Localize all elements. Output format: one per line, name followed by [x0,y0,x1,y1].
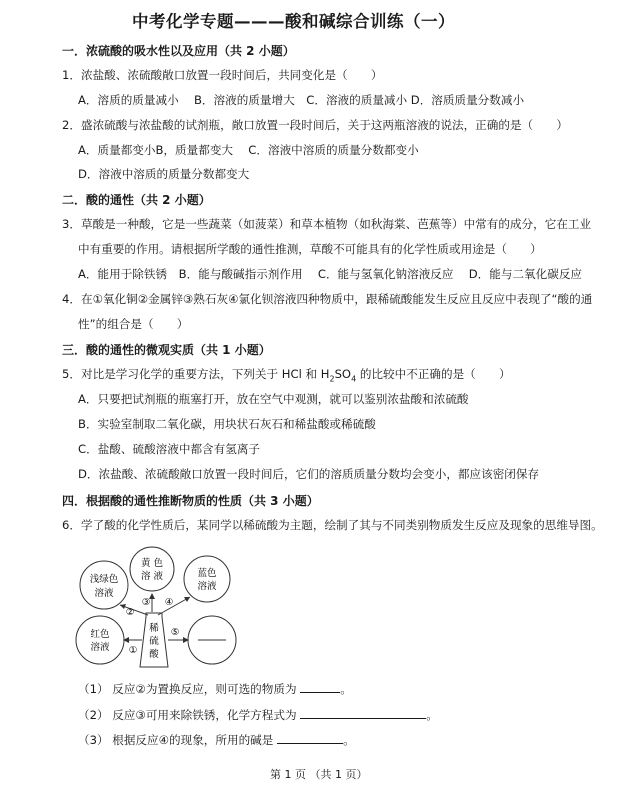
light-green-label-2: 溶液 [94,588,114,599]
reaction-number-5: ⑤ [170,627,180,638]
section-heading-1: 一．浓硫酸的吸水性以及应用（共 2 小题） [62,44,295,58]
q1-options: A．溶质的质量减小 B．溶液的质量增大 C．溶液的质量减小 D．溶质质量分数减小 [78,93,525,107]
red-solution-circle [76,616,124,664]
q5-option-b: B．实验室制取二氧化碳，用块状石灰石和稀盐酸或稀硫酸 [78,417,376,431]
q3-stem-line1: 3．草酸是一种酸，它是一些蔬菜（如菠菜）和草本植物（如秋海棠、芭蕉等）中常有的成分，它在工业 [62,217,592,231]
q3-options: A．能用于除铁锈 B．能与酸碱指示剂作用 C．能与氢氧化钠溶液反应 D．能与二氧化碳反应 [78,267,583,281]
acid-label-1: 稀 [149,623,159,634]
reaction-number-4: ④ [164,597,174,608]
page-footer: 第 1 页 （共 1 页） [270,768,368,781]
q6-sub2-blank[interactable] [300,706,426,719]
light-green-label-1: 浅绿色 [89,574,119,585]
yellow-label-2: 溶 液 [140,571,164,582]
yellow-solution-circle [130,547,174,591]
blue-label-1: 蓝色 [197,568,217,579]
acid-label-2: 硫 [149,636,159,647]
q3-stem-line2: 中有重要的作用。请根据所学酸的通性推测，草酸不可能具有的化学性质或用途是（ ） [78,242,542,256]
arrow-4 [158,597,190,615]
q4-stem-line2: 性”的组合是（ ） [78,317,189,331]
q6-sub3: （3） 根据反应④的现象，所用的碱是 。 [78,733,355,747]
section-heading-4: 四．根据酸的通性推断物质的性质（共 3 小题） [62,494,319,508]
q6-sub3-text: （3） 根据反应④的现象，所用的碱是 [78,733,274,747]
q6-sub1-blank[interactable] [300,680,340,693]
yellow-label-1: 黄 色 [140,558,164,569]
q4-stem-line1: 4．在①氧化铜②金属锌③熟石灰④氯化钡溶液四种物质中，跟稀硫酸能发生反应且反应中表现了“酸的通 [62,292,593,306]
red-label-1: 红色 [90,629,110,640]
q5-stem: 5．对比是学习化学的重要方法，下列关于 HCl 和 $H_2SO_4$ 的比较中不正确的是（ ） [62,367,511,384]
reaction-number-3: ③ [141,597,151,608]
q6-sub2-text: （2） 反应③可用来除铁锈，化学方程式为 [78,708,297,722]
reaction-number-2: ② [125,607,135,618]
q6-sub1: （1） 反应②为置换反应，则可选的物质为 。 [78,682,352,696]
q2-stem: 2．盛浓硫酸与浓盐酸的试剂瓶，敞口放置一段时间后，关于这两瓶溶液的说法，正确的是（ ） [62,118,568,132]
q1-stem: 1．浓盐酸、浓硫酸敞口放置一段时间后，共同变化是（ ） [62,68,383,82]
acid-label-3: 酸 [149,649,159,660]
reaction-number-1: ① [128,645,138,656]
red-label-2: 溶液 [90,642,110,653]
q5-option-c: C．盐酸、硫酸溶液中都含有氢离子 [78,442,261,456]
q6-sub3-blank[interactable] [277,731,343,744]
q5-option-d: D．浓盐酸、浓硫酸敞口放置一段时间后，它们的溶质质量分数均会变小，都应该密闭保存 [78,467,540,481]
q2-options-line2: D．溶液中溶质的质量分数都变大 [78,167,250,181]
section-heading-2: 二．酸的通性（共 2 小题） [62,193,211,207]
q6-stem: 6．学了酸的化学性质后，某同学以稀硫酸为主题，绘制了其与不同类别物质发生反应及现象的思维导图。 [62,518,603,532]
section-heading-3: 三．酸的通性的微观实质（共 1 小题） [62,343,271,357]
q6-sub2: （2） 反应③可用来除铁锈，化学方程式为 。 [78,708,438,722]
q2-options-line1: A．质量都变小B，质量都变大 C．溶液中溶质的质量分数都变小 [78,143,419,157]
blue-solution-circle [184,556,230,602]
q6-sub1-text: （1） 反应②为置换反应，则可选的物质为 [78,682,297,696]
q5-option-a: A．只要把试剂瓶的瓶塞打开，放在空气中观测，就可以鉴别浓盐酸和浓硫酸 [78,392,469,406]
light-green-solution-circle [80,561,128,609]
page-title: 中考化学专题———酸和碱综合训练（一） [132,12,455,31]
blue-label-2: 溶液 [197,581,217,592]
mind-map-diagram [70,545,250,670]
